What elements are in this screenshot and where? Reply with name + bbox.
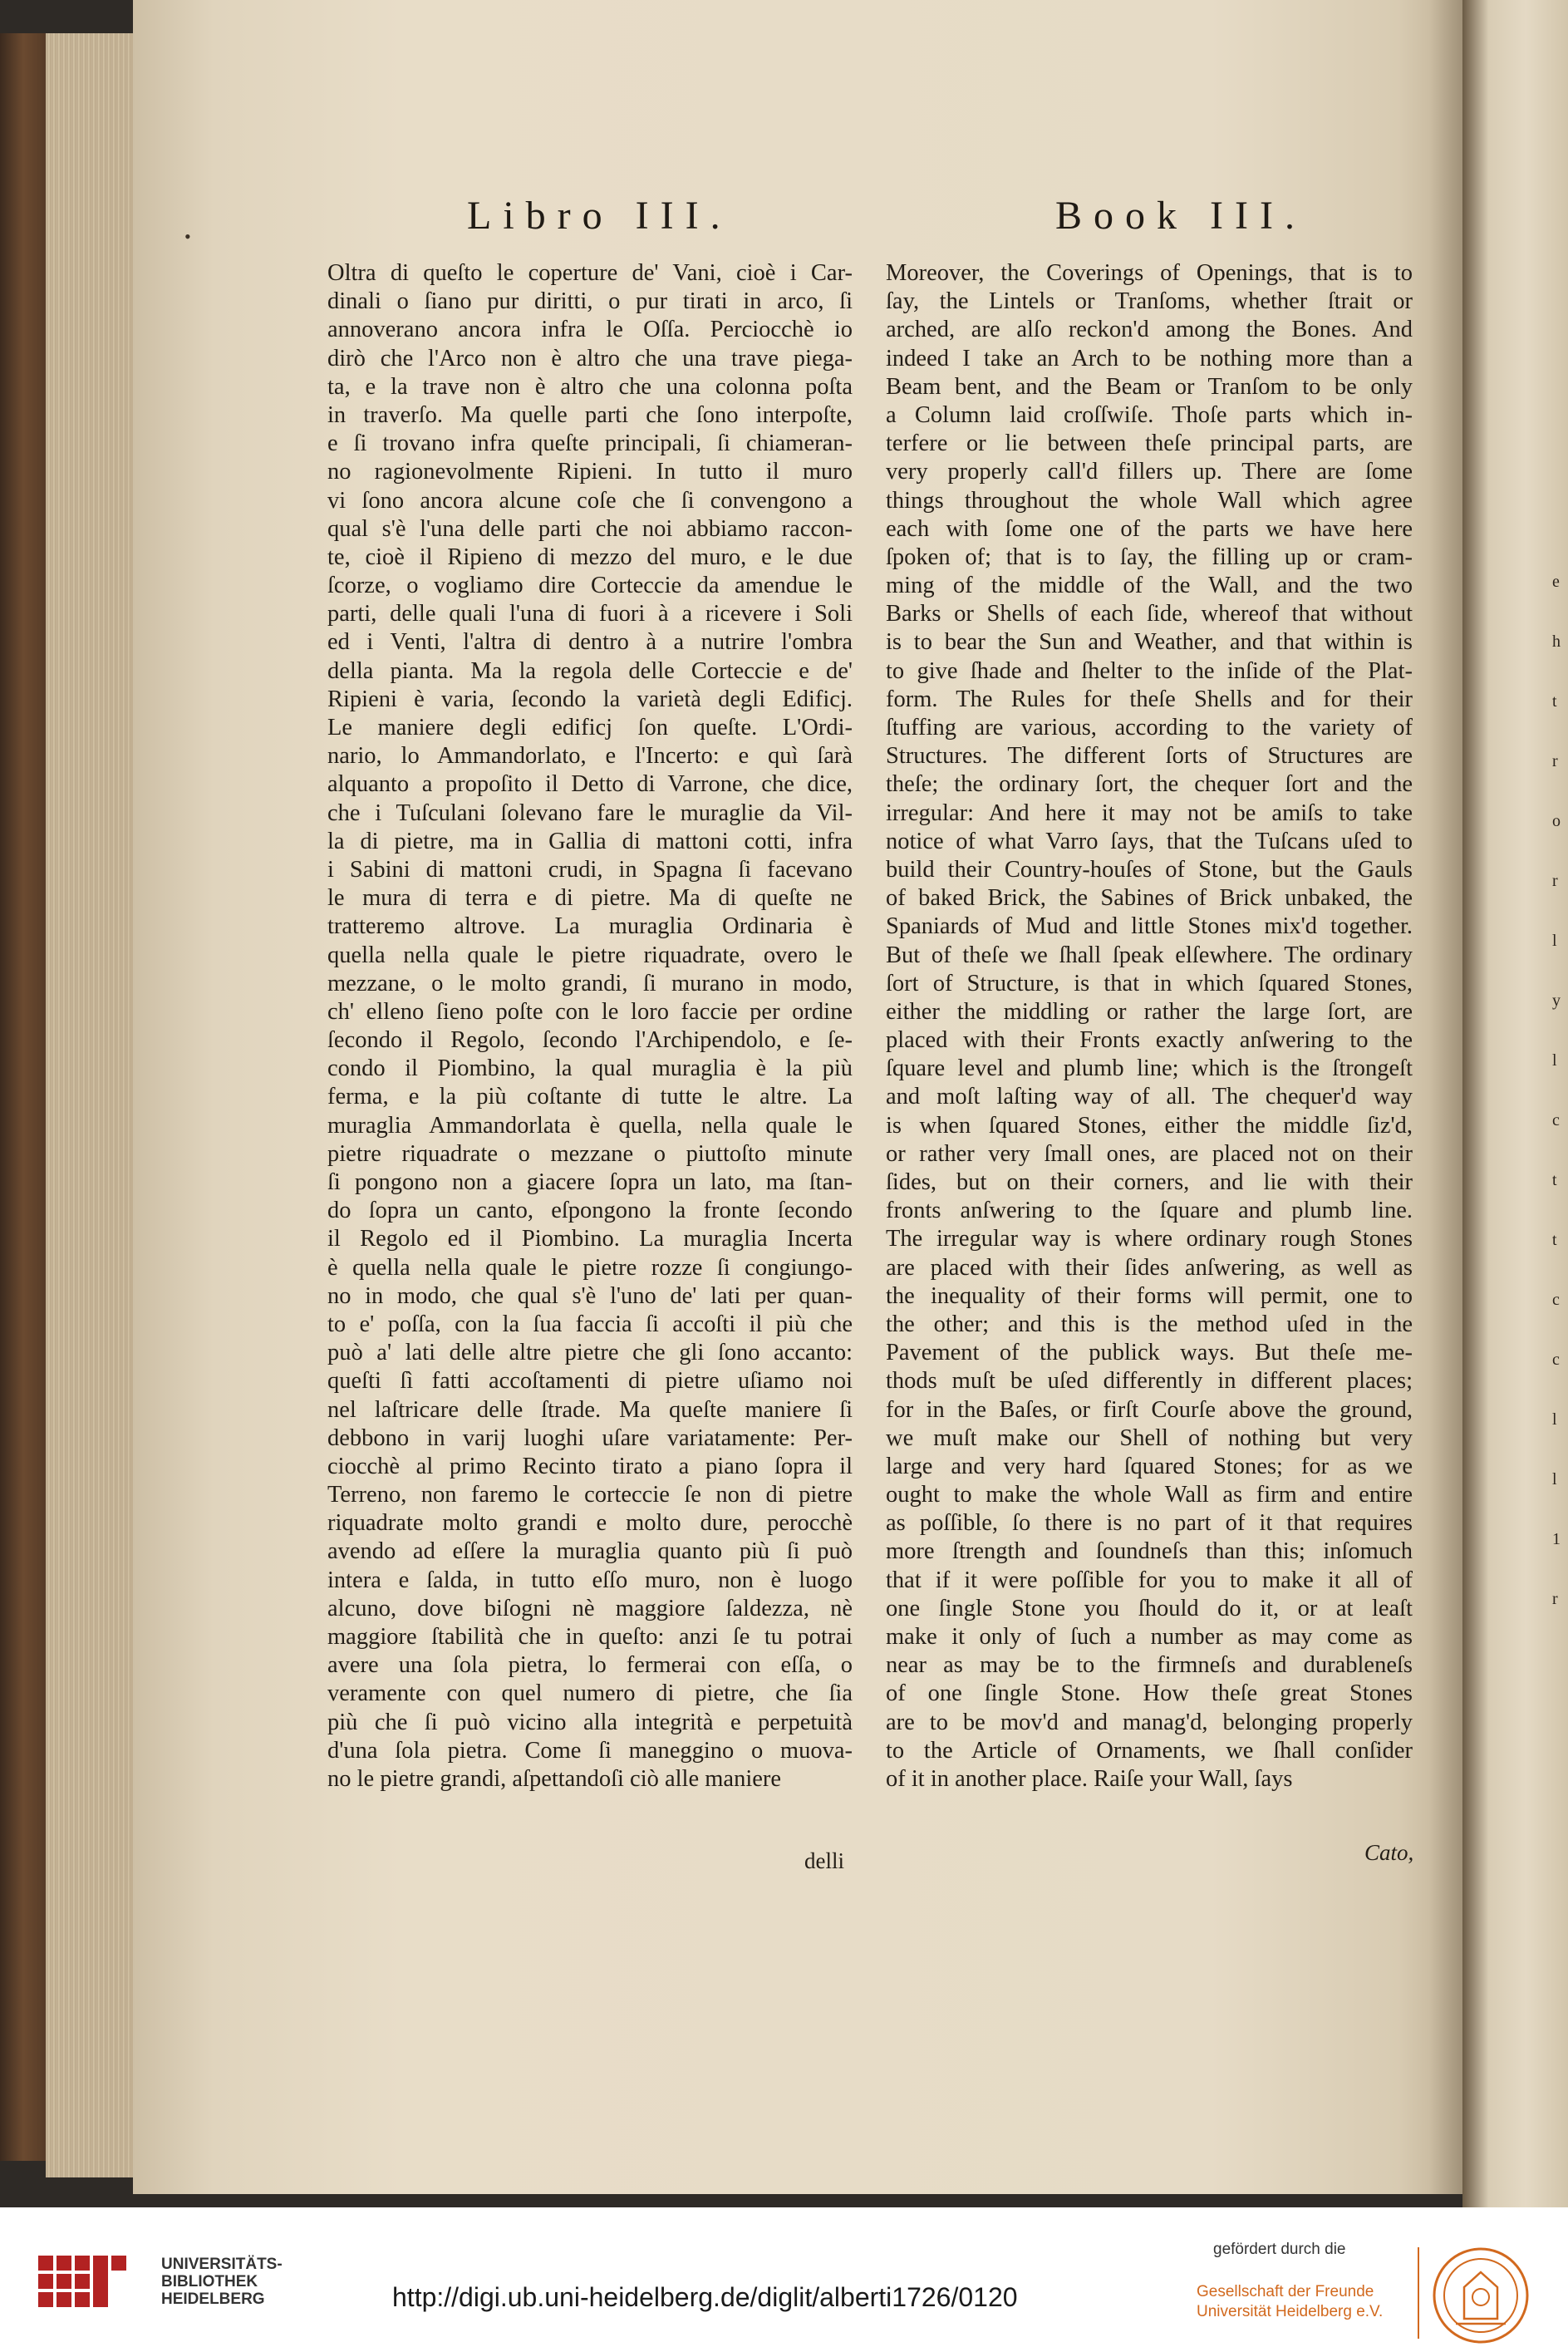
italian-text-line: avendo ad eſſere la muraglia quanto più ſi può	[327, 1538, 853, 1565]
italian-text-line: ed i Venti, l'altra di dentro à a nutrire l'ombra	[327, 629, 853, 656]
english-text-line: a Column laid croſſwiſe. Thoſe parts which in-	[886, 401, 1413, 428]
english-text-line: ſort of Structure, is that in which ſquared Stones,	[886, 970, 1413, 996]
english-text-line: one ſingle Stone you ſhould do it, or at leaſt	[886, 1595, 1413, 1621]
right-heading: Book III.	[1055, 194, 1306, 238]
english-text-line: build their Country-houſes of Stone, but the Gauls	[886, 856, 1413, 883]
edge-letter: c	[1552, 1351, 1560, 1369]
english-text-line: that if it were poſſible for you to make it all of	[886, 1567, 1413, 1593]
right-catchword: Cato,	[1364, 1840, 1414, 1865]
english-text-line: indeed I take an Arch to be nothing more than a	[886, 345, 1413, 371]
english-text-line: fronts anſwering to the ſquare and plumb line.	[886, 1198, 1413, 1224]
italian-text-line: muraglia Ammandorlata è quella, nella quale le	[327, 1112, 853, 1139]
italian-text-line: ſi pongono non a giacere ſopra un lato, ma ſtan-	[327, 1169, 853, 1195]
english-text-line: ſquare level and plumb line; which is the ſtrongeſt	[886, 1055, 1413, 1082]
italian-text-line: qual s'è l'una delle parti che noi abbiamo raccon-	[327, 515, 853, 542]
english-text-line: ſpoken of; that is to ſay, the filling up or cram-	[886, 544, 1413, 570]
edge-letter: r	[1552, 752, 1558, 770]
english-text-column	[886, 259, 1413, 1793]
english-text-line: of one ſingle Stone. How theſe great Stones	[886, 1680, 1413, 1707]
edge-letter: l	[1552, 1470, 1557, 1488]
edge-letter: t	[1552, 692, 1557, 711]
english-text-line: to the Article of Ornaments, we ſhall conſider	[886, 1737, 1413, 1764]
italian-text-line: no ragionevolmente Ripieni. In tutto il muro	[327, 459, 853, 485]
italian-text-line: parti, delle quali l'una di fuori à a ricevere i Soli	[327, 601, 853, 627]
english-text-line: large and very hard ſquared Stones; for as we	[886, 1453, 1413, 1479]
edge-letter: r	[1552, 872, 1558, 890]
english-text-line: arched, are alſo reckon'd among the Bones. And	[886, 317, 1413, 343]
english-text-line: ming of the middle of the Wall, and the two	[886, 573, 1413, 599]
permalink-url[interactable]: http://digi.ub.uni-heidelberg.de/diglit/alberti1726/0120	[392, 2282, 1018, 2312]
italian-text-line: te, cioè il Ripieno di mezzo del muro, e le due	[327, 544, 853, 570]
english-text-line: Moreover, the Coverings of Openings, that is to	[886, 260, 1413, 286]
italian-text-line: annoverano ancora infra le Oſſa. Perciocchè io	[327, 317, 853, 343]
italian-text-line: ſecondo il Regolo, ſecondo l'Archipendolo, e ſe-	[327, 1027, 853, 1054]
english-text-line: notice of what Varro ſays, that the Tuſcans uſed to	[886, 828, 1413, 854]
english-text-line: the other; and this is the method uſed in the	[886, 1311, 1413, 1337]
italian-text-line: ferma, e la più coſtante di tutte le altre. La	[327, 1084, 853, 1110]
english-text-line: for in the Baſes, or firſt Courſe above the ground,	[886, 1396, 1413, 1423]
italian-text-line: condo il Piombino, la qual muraglia è la più	[327, 1055, 853, 1082]
library-name: UNIVERSITÄTS- BIBLIOTHEK HEIDELBERG	[161, 2256, 283, 2308]
italian-text-line: mezzane, o le molto grandi, ſi murano in modo,	[327, 970, 853, 996]
italian-text-line: Terreno, non faremo le corteccie ſe non di pietre	[327, 1482, 853, 1508]
left-catchword: delli	[804, 1848, 844, 1873]
english-text-line: ſtuffing are various, according to the variety of	[886, 715, 1413, 741]
italian-text-line: dinali o ſiano pur diritti, o pur tirati in arco, ſi	[327, 288, 853, 315]
english-text-line: make it only of ſuch a number as may come as	[886, 1624, 1413, 1650]
italian-text-line: dirò che l'Arco non è altro che una trave piega-	[327, 345, 853, 371]
sponsor-divider	[1418, 2247, 1419, 2339]
italian-text-line: il Regolo ed il Piombino. La muraglia Incerta	[327, 1226, 853, 1252]
italian-text-line: pietre riquadrate o mezzane o piuttoſto minute	[327, 1140, 853, 1167]
university-seal-icon	[1431, 2246, 1531, 2345]
italian-text-line: più che ſi può vicino alla integrità e perpetuità	[327, 1709, 853, 1735]
italian-text-line: d'una ſola pietra. Come ſi maneggino o muova-	[327, 1737, 853, 1764]
italian-text-line: Ripieni è varia, ſecondo la varietà degli Edificj.	[327, 686, 853, 712]
italian-text-line: e ſi trovano infra queſte principali, ſi chiameran-	[327, 431, 853, 457]
sponsor-intro: gefördert durch die	[1213, 2241, 1346, 2258]
english-text-line: placed with their Fronts exactly anſwering to the	[886, 1027, 1413, 1054]
italian-text-line: maggiore ſtabilità che in queſto: anzi ſe tu potrai	[327, 1624, 853, 1650]
italian-text-line: no in modo, che qual s'è l'uno de' lati per quan-	[327, 1282, 853, 1309]
english-text-line: each with ſome one of the parts we have here	[886, 515, 1413, 542]
english-text-line: Structures. The different ſorts of Structures are	[886, 743, 1413, 770]
edge-letter: 1	[1552, 1530, 1561, 1548]
italian-text-line: è quella nella quale le pietre rozze ſi congiungo-	[327, 1254, 853, 1281]
english-text-line: irregular: And here it may not be amiſs to take	[886, 800, 1413, 826]
edge-letter: o	[1552, 812, 1561, 830]
italian-text-line: della pianta. Ma la regola delle Corteccie e de'	[327, 657, 853, 684]
italian-text-line: Le maniere degli edificj ſon queſte. L'Ordi-	[327, 715, 853, 741]
english-text-line: form. The Rules for theſe Shells and for their	[886, 686, 1413, 712]
italian-text-line: tratteremo altrove. La muraglia Ordinaria è	[327, 913, 853, 940]
english-text-line: and moſt laſting way of all. The chequer'd way	[886, 1084, 1413, 1110]
italian-text-line: può a' lati delle altre pietre che gli ſono accanto:	[327, 1340, 853, 1366]
english-text-line: near as may be to the firmneſs and durableneſs	[886, 1652, 1413, 1679]
edge-letter: y	[1552, 991, 1561, 1010]
english-text-line: either the middling or rather the large ſort, are	[886, 998, 1413, 1025]
english-text-line: or rather very ſmall ones, are placed not on their	[886, 1140, 1413, 1167]
english-text-line: to give ſhade and ſhelter to the inſide of the Plat-	[886, 657, 1413, 684]
italian-text-line: che i Tuſculani ſolevano fare le muraglie da Vil-	[327, 800, 853, 826]
italian-text-line: do ſopra un canto, eſpongono la fronte ſecondo	[327, 1198, 853, 1224]
italian-text-line: ciocchè al primo Recinto tirato a piano ſopra il	[327, 1453, 853, 1479]
english-text-line: is to bear the Sun and Weather, and that within is	[886, 629, 1413, 656]
italian-text-line: ta, e la trave non è altro che una colonna poſta	[327, 373, 853, 400]
edge-letter: h	[1552, 632, 1561, 651]
italian-text-line: ſcorze, o vogliamo dire Corteccie da amendue le	[327, 573, 853, 599]
left-heading: Libro III.	[467, 194, 732, 238]
english-text-line: things throughout the whole Wall which agree	[886, 487, 1413, 514]
english-text-line: Spaniards of Mud and little Stones mix'd together.	[886, 913, 1413, 940]
english-text-line: Barks or Shells of each ſide, whereof that without	[886, 601, 1413, 627]
english-text-line: as poſſible, ſo there is no part of it that requires	[886, 1510, 1413, 1537]
english-text-line: ſay, the Lintels or Tranſoms, whether ſtrait or	[886, 288, 1413, 315]
italian-text-line: nario, lo Ammandorlato, e l'Incerto: e quì ſarà	[327, 743, 853, 770]
italian-text-line: no le pietre grandi, aſpettandoſi ciò alle maniere	[327, 1765, 782, 1792]
italian-text-line: alcuno, dove biſogni nè maggiore ſaldezza, nè	[327, 1595, 853, 1621]
edge-letter: c	[1552, 1111, 1560, 1129]
edge-letter: l	[1552, 1410, 1557, 1429]
italian-text-line: in traverſo. Ma quelle parti che ſono interpoſte,	[327, 401, 853, 428]
english-text-line: ſides, but on their corners, and lie with their	[886, 1169, 1413, 1195]
english-text-line: The irregular way is where ordinary rough Stones	[886, 1226, 1413, 1252]
english-text-line: Pavement of the publick ways. But theſe me-	[886, 1340, 1413, 1366]
english-text-line: of baked Brick, the Sabines of Brick unbaked, the	[886, 885, 1413, 912]
english-text-line: of it in another place. Raiſe your Wall, ſays	[886, 1765, 1293, 1792]
english-text-line: thods muſt be uſed differently in different places;	[886, 1368, 1413, 1395]
edge-letter: l	[1552, 932, 1557, 950]
italian-text-line: veramente con quel numero di pietre, che ſia	[327, 1680, 853, 1707]
edge-letter: t	[1552, 1171, 1557, 1189]
english-text-line: terfere or lie between theſe principal parts, are	[886, 431, 1413, 457]
italian-text-line: avere una ſola pietra, lo fermerai con eſſa, o	[327, 1652, 853, 1679]
english-text-line: Beam bent, and the Beam or Tranſom to be only	[886, 373, 1413, 400]
edge-letter: t	[1552, 1231, 1557, 1249]
english-text-line: are placed with their ſides anſwering, as well as	[886, 1254, 1413, 1281]
edge-letter: e	[1552, 573, 1560, 591]
italian-text-line: debbono in varij luoghi uſare variatamente: Per-	[327, 1424, 853, 1451]
english-text-line: are to be mov'd and manag'd, belonging properly	[886, 1709, 1413, 1735]
italian-text-line: i Sabini di mattoni crudi, in Spagna ſi facevano	[327, 856, 853, 883]
english-text-line: ought to make the whole Wall as firm and entire	[886, 1482, 1413, 1508]
italian-text-line: queſti ſì fatti accoſtamenti di pietre uſiamo noi	[327, 1368, 853, 1395]
italian-text-line: to e' poſſa, con la ſua faccia ſi accoſti il più che	[327, 1311, 853, 1337]
italian-text-column	[327, 259, 853, 1793]
sponsor-name: Gesellschaft der Freunde Universität Heidelberg e.V.	[1197, 2283, 1384, 2320]
italian-text-line: ch' elleno ſieno poſte con le loro faccie per ordine	[327, 998, 853, 1025]
margin-mark: •	[184, 226, 191, 247]
university-library-logo-icon	[37, 2251, 145, 2325]
english-text-line: But of theſe we ſhall ſpeak elſewhere. The ordinary	[886, 942, 1413, 968]
edge-letter: l	[1552, 1051, 1557, 1070]
next-page-edge	[1462, 0, 1568, 2207]
english-text-line: very properly call'd fillers up. There are ſome	[886, 459, 1413, 485]
english-text-line: is when ſquared Stones, either the middle ſiz'd,	[886, 1112, 1413, 1139]
english-text-line: theſe; the ordinary ſort, the chequer ſort and the	[886, 771, 1413, 798]
english-text-line: more ſtrength and ſoundneſs than this; inſomuch	[886, 1538, 1413, 1565]
italian-text-line: riquadrate molto grandi e molto dure, perocchè	[327, 1510, 853, 1537]
edge-letter: c	[1552, 1291, 1560, 1309]
english-text-line: the inequality of their forms will permit, one to	[886, 1282, 1413, 1309]
italian-text-line: Oltra di queſto le coperture de' Vani, cioè i Car-	[327, 260, 853, 286]
page-stack-edge	[46, 33, 145, 2177]
italian-text-line: nel laſtricare delle ſtrade. Ma queſte maniere ſi	[327, 1396, 853, 1423]
italian-text-line: le mura di terra e di pietre. Ma di queſte ne	[327, 885, 853, 912]
italian-text-line: vi ſono ancora alcune coſe che ſi convengono a	[327, 487, 853, 514]
english-text-line: we muſt make our Shell of nothing but very	[886, 1424, 1413, 1451]
viewer-footer	[0, 2207, 1568, 2347]
edge-letter: r	[1552, 1590, 1558, 1608]
italian-text-line: alquanto a propoſito il Detto di Varrone, che dice,	[327, 771, 853, 798]
italian-text-line: quella nella quale le pietre riquadrate, overo le	[327, 942, 853, 968]
italian-text-line: intera e ſalda, in tutto eſſo muro, non è luogo	[327, 1567, 853, 1593]
italian-text-line: la di pietre, ma in Gallia di mattoni cotti, infra	[327, 828, 853, 854]
